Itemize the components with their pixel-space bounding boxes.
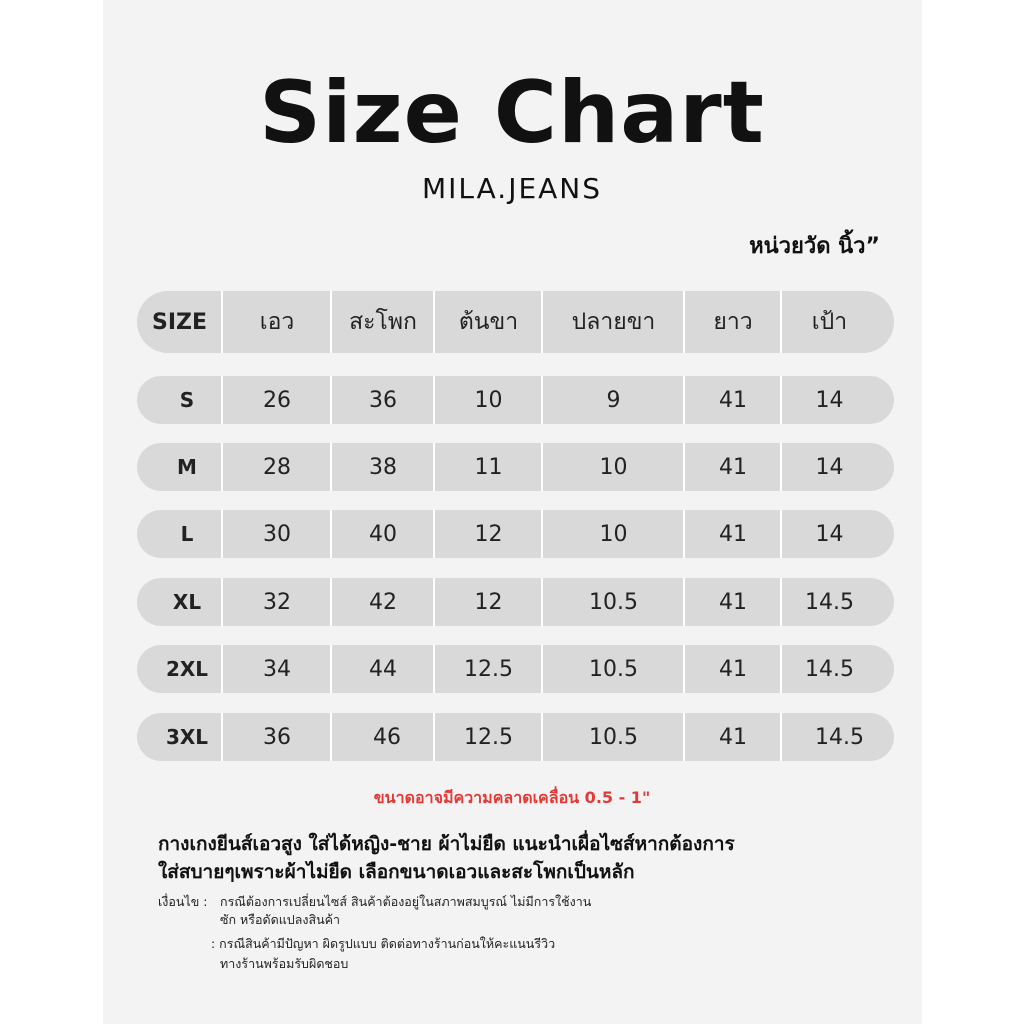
hip-cell: 36 bbox=[369, 387, 397, 413]
leg-opening-cell: 10.5 bbox=[589, 589, 638, 615]
length-cell: 41 bbox=[719, 589, 747, 615]
leg-opening-cell: 10 bbox=[599, 454, 628, 480]
leg-opening-cell: 10 bbox=[599, 521, 628, 547]
table-row bbox=[137, 713, 894, 761]
header-hip: สะโพก bbox=[349, 309, 417, 335]
table-row bbox=[137, 578, 894, 626]
condition-line: กรณีต้องการเปลี่ยนไซส์ สินค้าต้องอยู่ในสภาพสมบูรณ์ ไม่มีการใช้งาน bbox=[220, 894, 592, 909]
hip-cell: 40 bbox=[369, 521, 397, 547]
thigh-cell: 11 bbox=[474, 454, 503, 480]
rise-cell: 14.5 bbox=[815, 724, 864, 750]
tolerance-note: ขนาดอาจมีความคลาดเคลื่อน 0.5 - 1" bbox=[373, 788, 651, 807]
hip-cell: 42 bbox=[369, 589, 397, 615]
column-divider bbox=[780, 713, 782, 761]
size-cell: M bbox=[177, 455, 197, 479]
hip-cell: 44 bbox=[369, 656, 397, 682]
length-cell: 41 bbox=[719, 724, 747, 750]
thigh-cell: 12.5 bbox=[464, 724, 513, 750]
condition-line: ทางร้านพร้อมรับผิดชอบ bbox=[220, 956, 349, 971]
product-description bbox=[158, 830, 878, 886]
size-cell: 3XL bbox=[165, 725, 209, 749]
unit-label: หน่วยวัด นิ้ว” bbox=[749, 234, 880, 259]
size-cell: XL bbox=[172, 590, 202, 614]
size-cell: S bbox=[179, 388, 195, 412]
waist-cell: 28 bbox=[263, 454, 291, 480]
table-row bbox=[137, 443, 894, 491]
length-cell: 41 bbox=[719, 454, 747, 480]
waist-cell: 34 bbox=[263, 656, 291, 682]
rise-cell: 14 bbox=[815, 387, 844, 413]
table-row bbox=[137, 645, 894, 693]
header-length: ยาว bbox=[713, 309, 753, 335]
table-row bbox=[137, 376, 894, 424]
thigh-cell: 12.5 bbox=[464, 656, 513, 682]
rise-cell: 14 bbox=[815, 521, 844, 547]
conditions-label: เงื่อนไข : bbox=[158, 894, 208, 909]
condition-line: ซัก หรือดัดแปลงสินค้า bbox=[220, 912, 341, 927]
condition-line: : กรณีสินค้ามีปัญหา ผิดรูปแบบ ติดต่อทางร้านก่อนให้คะแนนรีวิว bbox=[211, 936, 556, 951]
length-cell: 41 bbox=[719, 387, 747, 413]
length-cell: 41 bbox=[719, 656, 747, 682]
brand-name: MILA.JEANS bbox=[421, 172, 603, 205]
thigh-cell: 12 bbox=[474, 521, 503, 547]
waist-cell: 36 bbox=[263, 724, 291, 750]
header-leg-opening: ปลายขา bbox=[571, 309, 656, 335]
header-waist: เอว bbox=[259, 309, 295, 335]
leg-opening-cell: 9 bbox=[606, 387, 621, 413]
header-size: SIZE bbox=[151, 309, 207, 335]
description-line: กางเกงยีนส์เอวสูง ใส่ได้หญิง-ชาย ผ้าไม่ยืด แนะนำเผื่อไซส์หากต้องการ bbox=[158, 833, 735, 855]
page-title: Size Chart bbox=[259, 63, 765, 163]
header-rise: เป้า bbox=[811, 309, 848, 335]
rise-cell: 14.5 bbox=[805, 656, 854, 682]
waist-cell: 30 bbox=[263, 521, 291, 547]
table-row bbox=[137, 510, 894, 558]
leg-opening-cell: 10.5 bbox=[589, 656, 638, 682]
rise-cell: 14.5 bbox=[805, 589, 854, 615]
size-cell: L bbox=[180, 522, 194, 546]
header-thigh: ต้นขา bbox=[458, 309, 519, 335]
length-cell: 41 bbox=[719, 521, 747, 547]
description-line: ใส่สบายๆเพราะผ้าไม่ยืด เลือกขนาดเอวและสะโพกเป็นหลัก bbox=[158, 861, 635, 883]
thigh-cell: 10 bbox=[474, 387, 503, 413]
size-cell: 2XL bbox=[165, 657, 209, 681]
thigh-cell: 12 bbox=[474, 589, 503, 615]
waist-cell: 32 bbox=[263, 589, 291, 615]
hip-cell: 38 bbox=[369, 454, 397, 480]
table-header-row bbox=[137, 291, 894, 353]
leg-opening-cell: 10.5 bbox=[589, 724, 638, 750]
hip-cell: 46 bbox=[373, 724, 401, 750]
waist-cell: 26 bbox=[263, 387, 291, 413]
rise-cell: 14 bbox=[815, 454, 844, 480]
